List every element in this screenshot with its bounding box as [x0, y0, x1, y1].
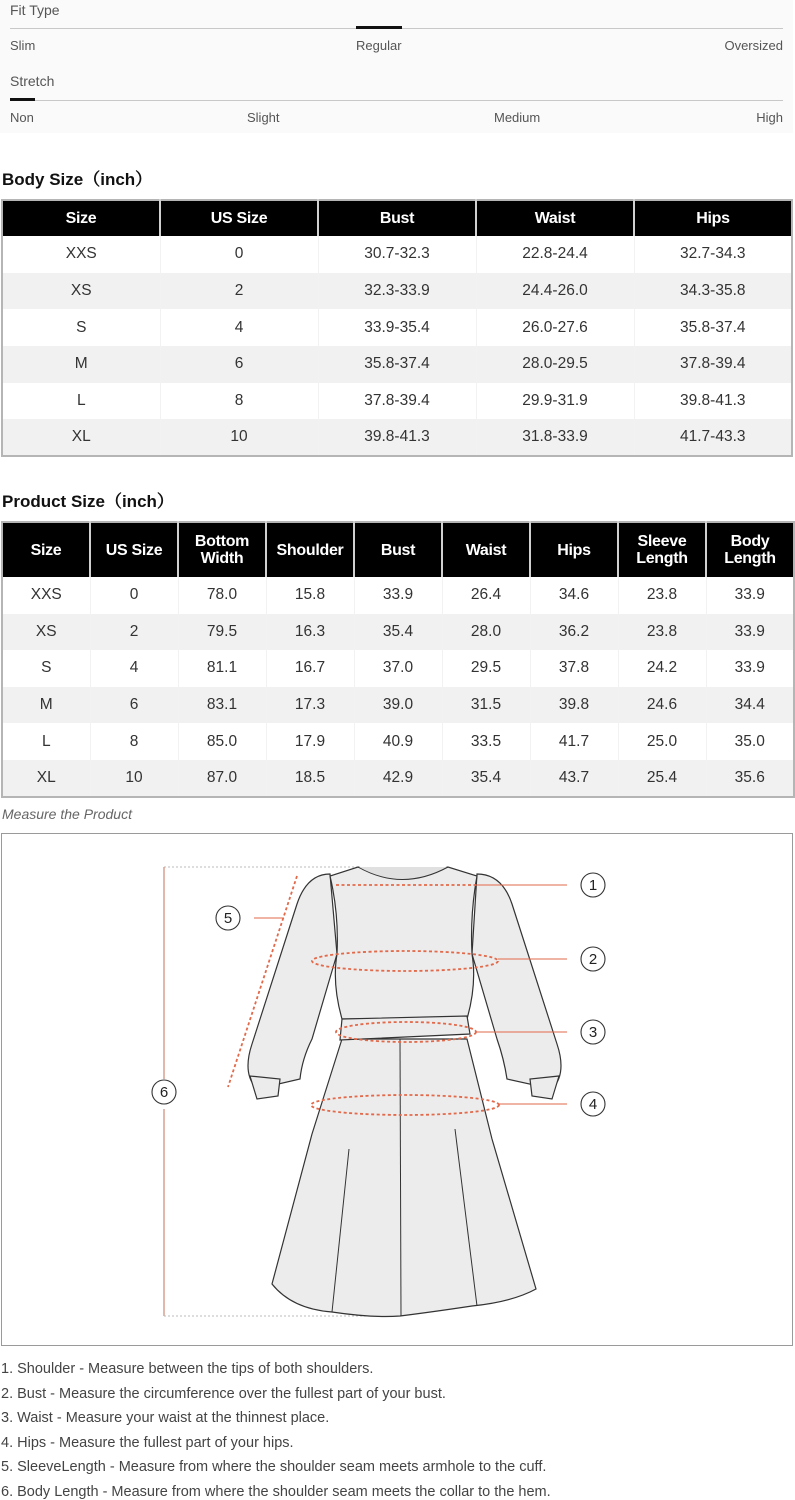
table-cell: 26.4 [442, 577, 530, 614]
table-cell: 2 [90, 614, 178, 651]
table-cell: 16.7 [266, 650, 354, 687]
marker-4: 4 [588, 1096, 598, 1113]
table-cell: 36.2 [530, 614, 618, 651]
table-cell: 4 [160, 309, 318, 346]
header-size: Size [2, 200, 160, 236]
fit-tick-slim: Slim [10, 38, 36, 53]
note-body-length: 6. Body Length - Measure from where the shoulder seam meets the collar to the hem. [1, 1483, 551, 1500]
fit-type-label: Fit Type [10, 2, 60, 18]
header-hips: Hips [634, 200, 792, 236]
table-cell: XL [2, 419, 160, 456]
table-cell: 33.9 [706, 577, 794, 614]
table-row [2, 309, 792, 346]
header-bottom-width: Bottom Width [178, 522, 266, 577]
table-cell: 18.5 [266, 760, 354, 797]
table-row [2, 760, 794, 797]
table-cell: S [2, 309, 160, 346]
table-cell: 28.0 [442, 614, 530, 651]
table-row [2, 419, 792, 456]
table-cell: L [2, 723, 90, 760]
stretch-tick-medium: Medium [494, 110, 541, 125]
marker-5: 5 [223, 910, 233, 927]
table-cell: 10 [90, 760, 178, 797]
table-cell: 10 [160, 419, 318, 456]
table-cell: 31.5 [442, 687, 530, 724]
table-cell: 32.3-33.9 [318, 273, 476, 310]
header-shoulder: Shoulder [266, 522, 354, 577]
marker-2: 2 [588, 951, 598, 968]
marker-3: 3 [588, 1024, 598, 1041]
table-cell: 6 [160, 346, 318, 383]
table-cell: 35.8-37.4 [318, 346, 476, 383]
table-cell: 35.8-37.4 [634, 309, 792, 346]
table-cell: 33.5 [442, 723, 530, 760]
table-cell: 37.8 [530, 650, 618, 687]
table-cell: 31.8-33.9 [476, 419, 634, 456]
table-cell: 40.9 [354, 723, 442, 760]
table-row [2, 687, 794, 724]
note-bust: 2. Bust - Measure the circumference over the fullest part of your bust. [1, 1385, 446, 1402]
fit-type-ticks [10, 38, 783, 56]
table-cell: 41.7-43.3 [634, 419, 792, 456]
table-row [2, 273, 792, 310]
table-cell: 85.0 [178, 723, 266, 760]
product-size-table [1, 521, 795, 798]
header-hips: Hips [530, 522, 618, 577]
table-cell: 32.7-34.3 [634, 236, 792, 273]
header-body-length: Body Length [706, 522, 794, 577]
stretch-selected-marker [10, 98, 35, 101]
table-cell: 28.0-29.5 [476, 346, 634, 383]
body-size-title: Body Size（inch） [2, 170, 153, 189]
table-cell: XS [2, 273, 160, 310]
table-row [2, 650, 794, 687]
table-cell: 83.1 [178, 687, 266, 724]
table-cell: 42.9 [354, 760, 442, 797]
header-bust: Bust [318, 200, 476, 236]
table-cell: 8 [90, 723, 178, 760]
table-cell: XS [2, 614, 90, 651]
table-row [2, 236, 792, 273]
table-row [2, 577, 794, 614]
table-cell: 37.8-39.4 [634, 346, 792, 383]
table-cell: 8 [160, 383, 318, 420]
table-cell: 34.6 [530, 577, 618, 614]
diagram-caption: Measure the Product [2, 806, 132, 822]
table-cell: 39.8-41.3 [634, 383, 792, 420]
table-cell: 87.0 [178, 760, 266, 797]
stretch-tick-high: High [756, 110, 783, 125]
note-waist: 3. Waist - Measure your waist at the thinnest place. [1, 1410, 330, 1426]
table-cell: 78.0 [178, 577, 266, 614]
table-cell: 17.9 [266, 723, 354, 760]
table-cell: 26.0-27.6 [476, 309, 634, 346]
table-header-row [2, 200, 792, 236]
table-cell: 34.4 [706, 687, 794, 724]
table-cell: 30.7-32.3 [318, 236, 476, 273]
fit-tick-oversized: Oversized [724, 38, 783, 53]
fit-tick-regular: Regular [356, 38, 402, 53]
note-hips: 4. Hips - Measure the fullest part of your hips. [1, 1434, 294, 1451]
fit-panel [0, 0, 793, 133]
table-cell: 37.0 [354, 650, 442, 687]
table-cell: 0 [90, 577, 178, 614]
table-cell: 33.9 [706, 650, 794, 687]
measurement-diagram [1, 833, 793, 1346]
table-row [2, 723, 794, 760]
marker-1: 1 [588, 877, 598, 894]
table-cell: 37.8-39.4 [318, 383, 476, 420]
table-header-row [2, 522, 794, 577]
body-size-table [1, 199, 793, 457]
fit-type-selected-marker [356, 26, 402, 29]
table-cell: 2 [160, 273, 318, 310]
table-row [2, 383, 792, 420]
header-size: Size [2, 522, 90, 577]
table-cell: 29.5 [442, 650, 530, 687]
stretch-tick-slight: Slight [247, 110, 280, 125]
stretch-label: Stretch [10, 73, 55, 89]
table-cell: 29.9-31.9 [476, 383, 634, 420]
table-cell: 41.7 [530, 723, 618, 760]
table-cell: 16.3 [266, 614, 354, 651]
measurement-notes [1, 1357, 791, 1500]
table-cell: 35.4 [442, 760, 530, 797]
product-size-title: Product Size（inch） [2, 492, 174, 511]
table-cell: 0 [160, 236, 318, 273]
header-waist: Waist [476, 200, 634, 236]
table-row [2, 346, 792, 383]
fit-type-scale [10, 28, 783, 29]
marker-6: 6 [159, 1084, 169, 1101]
table-cell: 81.1 [178, 650, 266, 687]
table-cell: XL [2, 760, 90, 797]
header-sleeve-length: Sleeve Length [618, 522, 706, 577]
dress-illustration [2, 834, 794, 1347]
table-cell: M [2, 346, 160, 383]
table-cell: 39.0 [354, 687, 442, 724]
table-cell: 25.0 [618, 723, 706, 760]
table-cell: 43.7 [530, 760, 618, 797]
table-cell: 24.6 [618, 687, 706, 724]
stretch-tick-non: Non [10, 110, 34, 125]
table-cell: XXS [2, 577, 90, 614]
table-row [2, 614, 794, 651]
table-cell: 6 [90, 687, 178, 724]
table-cell: M [2, 687, 90, 724]
table-cell: S [2, 650, 90, 687]
stretch-scale [10, 100, 783, 101]
table-cell: 39.8 [530, 687, 618, 724]
table-cell: 15.8 [266, 577, 354, 614]
table-cell: 4 [90, 650, 178, 687]
header-us-size: US Size [160, 200, 318, 236]
table-cell: 35.6 [706, 760, 794, 797]
table-cell: 25.4 [618, 760, 706, 797]
header-bust: Bust [354, 522, 442, 577]
table-cell: XXS [2, 236, 160, 273]
table-cell: 33.9-35.4 [318, 309, 476, 346]
table-cell: 33.9 [354, 577, 442, 614]
table-cell: 23.8 [618, 577, 706, 614]
table-cell: 22.8-24.4 [476, 236, 634, 273]
note-sleeve-length: 5. SleeveLength - Measure from where the shoulder seam meets armhole to the cuff. [1, 1459, 547, 1475]
table-cell: 23.8 [618, 614, 706, 651]
header-us-size: US Size [90, 522, 178, 577]
table-cell: 24.2 [618, 650, 706, 687]
table-cell: 33.9 [706, 614, 794, 651]
table-cell: 35.0 [706, 723, 794, 760]
note-shoulder: 1. Shoulder - Measure between the tips of both shoulders. [1, 1361, 374, 1377]
table-cell: 35.4 [354, 614, 442, 651]
table-cell: 34.3-35.8 [634, 273, 792, 310]
table-cell: 79.5 [178, 614, 266, 651]
table-cell: 17.3 [266, 687, 354, 724]
table-cell: 24.4-26.0 [476, 273, 634, 310]
stretch-ticks [10, 110, 783, 128]
header-waist: Waist [442, 522, 530, 577]
table-cell: L [2, 383, 160, 420]
table-cell: 39.8-41.3 [318, 419, 476, 456]
